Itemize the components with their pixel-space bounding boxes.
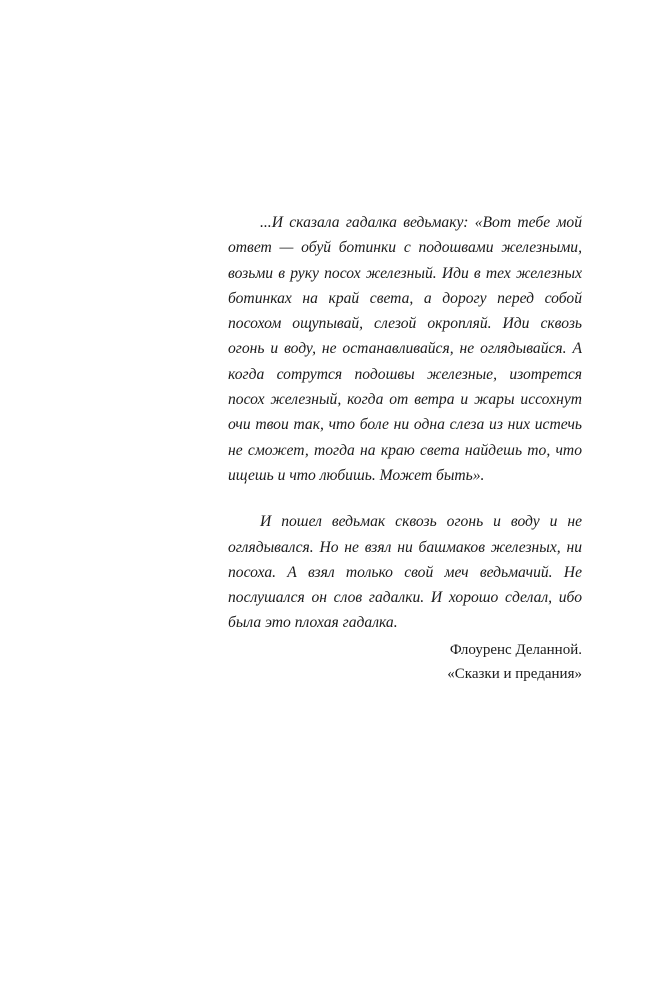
epigraph-paragraph-2: И пошел ведьмак сквозь огонь и воду и не оглядывался. Но не взял ни башмаков железных, ни посоха. А взял только свой меч ведьмачий. Не послушался он слов гадалки. И хорошо сделал, ибо была это плохая гадалка.: [228, 513, 582, 632]
attribution-source: «Сказки и предания»: [447, 665, 582, 682]
attribution-author: Флоуренс Деланной.: [449, 641, 582, 658]
epigraph-attribution: [228, 638, 582, 686]
epigraph-paragraph-1: ...И сказала гадалка ведьмаку: «Вот тебе мой ответ — обуй ботинки с подошвами железными, возьми в руку посох железный. Иди в тех железных ботинках на край света, а дорогу перед собой посохом ощупывай, слезой окропляй. Иди сквозь огонь и воду, не останавливайся, не оглядывайся. А когда сотрутся подошвы железные, изотрется посох железный, когда от ветра и жары иссохнут очи твои так, что боле ни одна слеза из них истечь не сможет, тогда на краю света найдешь то, что ищешь и что любишь. Может быть».: [228, 214, 582, 484]
epigraph: [228, 210, 582, 686]
